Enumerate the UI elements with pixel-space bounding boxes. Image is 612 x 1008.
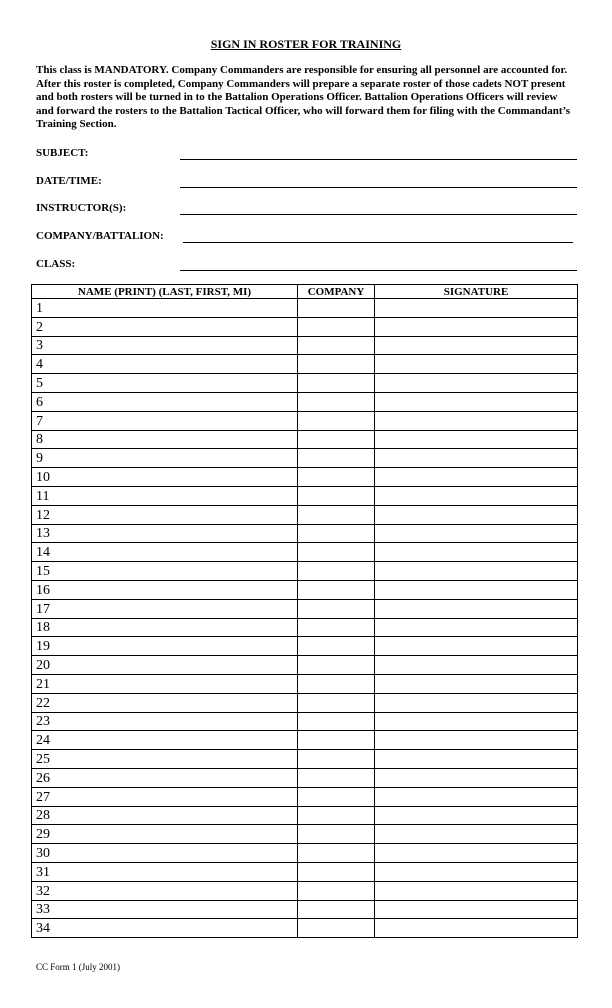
table-row bbox=[32, 712, 578, 731]
company-battalion-field bbox=[36, 227, 577, 243]
signature-cell[interactable] bbox=[375, 637, 578, 656]
signature-cell[interactable] bbox=[375, 486, 578, 505]
company-cell[interactable] bbox=[298, 919, 375, 938]
table-row bbox=[32, 787, 578, 806]
name-cell[interactable]: 25 bbox=[32, 750, 298, 769]
signature-cell[interactable] bbox=[375, 580, 578, 599]
company-cell[interactable] bbox=[298, 656, 375, 675]
table-row bbox=[32, 862, 578, 881]
company-cell[interactable] bbox=[298, 599, 375, 618]
subject-line[interactable] bbox=[180, 159, 577, 160]
name-cell[interactable]: 15 bbox=[32, 562, 298, 581]
table-row bbox=[32, 844, 578, 863]
name-cell[interactable]: 9 bbox=[32, 449, 298, 468]
company-battalion-label: COMPANY/BATTALION: bbox=[36, 230, 164, 242]
company-cell[interactable] bbox=[298, 862, 375, 881]
signature-cell[interactable] bbox=[375, 618, 578, 637]
signature-cell[interactable] bbox=[375, 712, 578, 731]
table-row bbox=[32, 392, 578, 411]
company-cell[interactable] bbox=[298, 693, 375, 712]
company-cell[interactable] bbox=[298, 768, 375, 787]
company-cell[interactable] bbox=[298, 844, 375, 863]
date-time-line[interactable] bbox=[180, 187, 577, 188]
table-row bbox=[32, 562, 578, 581]
table-row bbox=[32, 543, 578, 562]
company-cell[interactable] bbox=[298, 430, 375, 449]
signature-cell[interactable] bbox=[375, 731, 578, 750]
signature-cell[interactable] bbox=[375, 355, 578, 374]
signature-cell[interactable] bbox=[375, 411, 578, 430]
signature-cell[interactable] bbox=[375, 524, 578, 543]
table-row bbox=[32, 674, 578, 693]
name-cell[interactable]: 29 bbox=[32, 825, 298, 844]
signature-cell[interactable] bbox=[375, 919, 578, 938]
table-row bbox=[32, 731, 578, 750]
name-cell[interactable]: 30 bbox=[32, 844, 298, 863]
table-row bbox=[32, 825, 578, 844]
table-row bbox=[32, 299, 578, 318]
signature-column-header: SIGNATURE bbox=[375, 285, 578, 299]
signature-cell[interactable] bbox=[375, 374, 578, 393]
instructors-field bbox=[36, 199, 577, 215]
signature-cell[interactable] bbox=[375, 336, 578, 355]
subject-label: SUBJECT: bbox=[36, 147, 89, 159]
class-line[interactable] bbox=[180, 270, 577, 271]
name-cell[interactable]: 22 bbox=[32, 693, 298, 712]
table-row bbox=[32, 411, 578, 430]
name-cell[interactable]: 31 bbox=[32, 862, 298, 881]
company-cell[interactable] bbox=[298, 317, 375, 336]
name-cell[interactable]: 4 bbox=[32, 355, 298, 374]
signature-cell[interactable] bbox=[375, 825, 578, 844]
signature-cell[interactable] bbox=[375, 299, 578, 318]
name-cell[interactable]: 13 bbox=[32, 524, 298, 543]
signature-cell[interactable] bbox=[375, 693, 578, 712]
signature-cell[interactable] bbox=[375, 806, 578, 825]
table-row bbox=[32, 750, 578, 769]
name-column-header: NAME (PRINT) (LAST, FIRST, MI) bbox=[32, 285, 298, 299]
signature-cell[interactable] bbox=[375, 787, 578, 806]
table-row bbox=[32, 355, 578, 374]
company-cell[interactable] bbox=[298, 750, 375, 769]
signature-cell[interactable] bbox=[375, 844, 578, 863]
company-cell[interactable] bbox=[298, 355, 375, 374]
company-cell[interactable] bbox=[298, 543, 375, 562]
name-cell[interactable]: 33 bbox=[32, 900, 298, 919]
company-column-header: COMPANY bbox=[298, 285, 375, 299]
document-title: SIGN IN ROSTER FOR TRAINING bbox=[210, 37, 402, 51]
company-battalion-line[interactable] bbox=[183, 242, 573, 243]
signature-cell[interactable] bbox=[375, 881, 578, 900]
name-cell[interactable]: 20 bbox=[32, 656, 298, 675]
table-row bbox=[32, 693, 578, 712]
name-cell[interactable]: 27 bbox=[32, 787, 298, 806]
signature-cell[interactable] bbox=[375, 562, 578, 581]
name-cell[interactable]: 5 bbox=[32, 374, 298, 393]
name-cell[interactable]: 32 bbox=[32, 881, 298, 900]
name-cell[interactable]: 3 bbox=[32, 336, 298, 355]
instructors-line[interactable] bbox=[180, 214, 577, 215]
table-row bbox=[32, 505, 578, 524]
company-cell[interactable] bbox=[298, 881, 375, 900]
company-cell[interactable] bbox=[298, 712, 375, 731]
table-row bbox=[32, 486, 578, 505]
table-row bbox=[32, 599, 578, 618]
signature-cell[interactable] bbox=[375, 468, 578, 487]
company-cell[interactable] bbox=[298, 900, 375, 919]
signature-cell[interactable] bbox=[375, 317, 578, 336]
name-cell[interactable]: 6 bbox=[32, 392, 298, 411]
company-cell[interactable] bbox=[298, 505, 375, 524]
company-cell[interactable] bbox=[298, 618, 375, 637]
company-cell[interactable] bbox=[298, 486, 375, 505]
table-row bbox=[32, 524, 578, 543]
signature-cell[interactable] bbox=[375, 862, 578, 881]
class-field bbox=[36, 255, 577, 271]
table-row bbox=[32, 336, 578, 355]
table-row bbox=[32, 317, 578, 336]
roster-body bbox=[32, 299, 578, 938]
instructions-paragraph: This class is MANDATORY. Company Commanders are responsible for ensuring all personnel are accounted for. After this roster is completed, Company Commanders will prepare a separate roster of those cadets NOT present and both rosters will be turned in to the Battalion Operations Officer. Battalion Operations Officers will review and forward the rosters to the Battalion Tactical Officer, who will forward them for filing with the Commandant’s Training Section. bbox=[36, 64, 571, 130]
signature-cell[interactable] bbox=[375, 543, 578, 562]
signature-cell[interactable] bbox=[375, 768, 578, 787]
company-cell[interactable] bbox=[298, 787, 375, 806]
signature-cell[interactable] bbox=[375, 505, 578, 524]
company-cell[interactable] bbox=[298, 562, 375, 581]
signature-cell[interactable] bbox=[375, 449, 578, 468]
name-cell[interactable]: 26 bbox=[32, 768, 298, 787]
table-row bbox=[32, 919, 578, 938]
company-cell[interactable] bbox=[298, 524, 375, 543]
name-cell[interactable]: 24 bbox=[32, 731, 298, 750]
date-time-label: DATE/TIME: bbox=[36, 175, 102, 187]
company-cell[interactable] bbox=[298, 449, 375, 468]
signature-cell[interactable] bbox=[375, 599, 578, 618]
name-cell[interactable]: 16 bbox=[32, 580, 298, 599]
name-cell[interactable]: 18 bbox=[32, 618, 298, 637]
name-cell[interactable]: 19 bbox=[32, 637, 298, 656]
subject-field bbox=[36, 144, 577, 160]
company-cell[interactable] bbox=[298, 411, 375, 430]
name-cell[interactable]: 21 bbox=[32, 674, 298, 693]
signature-cell[interactable] bbox=[375, 674, 578, 693]
company-cell[interactable] bbox=[298, 374, 375, 393]
name-cell[interactable]: 8 bbox=[32, 430, 298, 449]
name-cell[interactable]: 11 bbox=[32, 486, 298, 505]
table-row bbox=[32, 637, 578, 656]
signature-cell[interactable] bbox=[375, 392, 578, 411]
company-cell[interactable] bbox=[298, 731, 375, 750]
company-cell[interactable] bbox=[298, 468, 375, 487]
name-cell[interactable]: 10 bbox=[32, 468, 298, 487]
form-footer: CC Form 1 (July 2001) bbox=[36, 962, 121, 972]
name-cell[interactable]: 34 bbox=[32, 919, 298, 938]
name-cell[interactable]: 7 bbox=[32, 411, 298, 430]
company-cell[interactable] bbox=[298, 674, 375, 693]
table-row bbox=[32, 580, 578, 599]
table-row bbox=[32, 374, 578, 393]
name-cell[interactable]: 23 bbox=[32, 712, 298, 731]
name-cell[interactable]: 14 bbox=[32, 543, 298, 562]
table-row bbox=[32, 881, 578, 900]
name-cell[interactable]: 1 bbox=[32, 299, 298, 318]
company-cell[interactable] bbox=[298, 336, 375, 355]
table-row bbox=[32, 806, 578, 825]
company-cell[interactable] bbox=[298, 825, 375, 844]
name-cell[interactable]: 28 bbox=[32, 806, 298, 825]
table-row bbox=[32, 449, 578, 468]
table-row bbox=[32, 768, 578, 787]
roster-table bbox=[31, 284, 578, 938]
company-cell[interactable] bbox=[298, 299, 375, 318]
signature-cell[interactable] bbox=[375, 430, 578, 449]
class-label: CLASS: bbox=[36, 258, 76, 270]
company-cell[interactable] bbox=[298, 806, 375, 825]
name-cell[interactable]: 2 bbox=[32, 317, 298, 336]
roster-header-row bbox=[32, 285, 578, 299]
company-cell[interactable] bbox=[298, 580, 375, 599]
table-row bbox=[32, 656, 578, 675]
date-time-field bbox=[36, 172, 577, 188]
name-cell[interactable]: 12 bbox=[32, 505, 298, 524]
table-row bbox=[32, 430, 578, 449]
instructors-label: INSTRUCTOR(S): bbox=[36, 202, 127, 214]
table-row bbox=[32, 618, 578, 637]
signature-cell[interactable] bbox=[375, 656, 578, 675]
company-cell[interactable] bbox=[298, 392, 375, 411]
table-row bbox=[32, 900, 578, 919]
signature-cell[interactable] bbox=[375, 750, 578, 769]
name-cell[interactable]: 17 bbox=[32, 599, 298, 618]
signature-cell[interactable] bbox=[375, 900, 578, 919]
company-cell[interactable] bbox=[298, 637, 375, 656]
table-row bbox=[32, 468, 578, 487]
